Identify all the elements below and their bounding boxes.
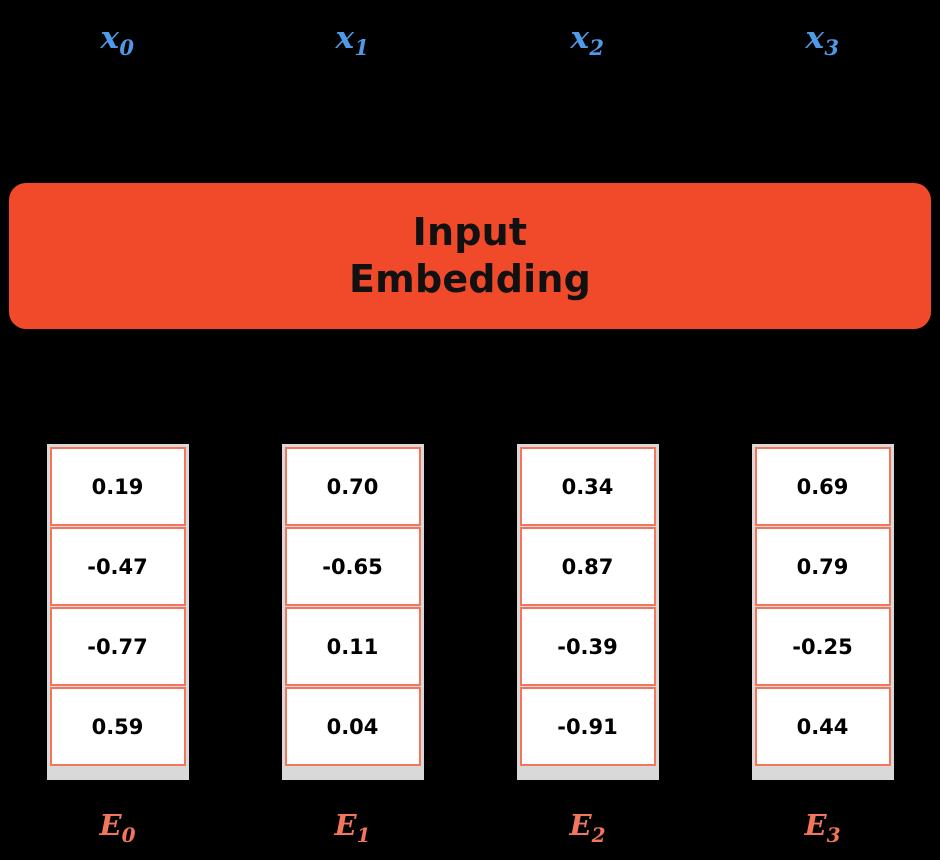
vector-cell-value: 0.44 xyxy=(755,687,891,766)
vector-cell-value: 0.87 xyxy=(520,527,656,606)
embedding-vector-e3 xyxy=(752,444,894,780)
vector-cell-value: 0.04 xyxy=(285,687,421,766)
vector-cell-value: 0.69 xyxy=(755,447,891,526)
embedding-label-sub: 3 xyxy=(826,822,841,847)
vector-cell xyxy=(0,444,235,780)
token-cell xyxy=(0,8,235,74)
token-label-x0 xyxy=(100,20,135,61)
vector-cell-value: 0.59 xyxy=(50,687,186,766)
embedding-label-e0 xyxy=(99,808,136,847)
vector-cell-value: 0.70 xyxy=(285,447,421,526)
embedding-label-cell xyxy=(705,800,940,856)
embedding-vector-e0 xyxy=(47,444,189,780)
vector-cell-value: 0.79 xyxy=(755,527,891,606)
vector-cell xyxy=(705,444,940,780)
token-label-x1 xyxy=(335,20,370,61)
vector-cell-value: -0.39 xyxy=(520,607,656,686)
embedding-label-sub: 2 xyxy=(591,822,606,847)
token-label-x2 xyxy=(570,20,605,61)
vector-cell-value: 0.11 xyxy=(285,607,421,686)
embedding-label-e2 xyxy=(569,808,606,847)
token-base: x xyxy=(570,20,590,57)
embedding-label-cell xyxy=(0,800,235,856)
embedding-label-cell xyxy=(235,800,470,856)
vector-cell-value: -0.65 xyxy=(285,527,421,606)
embedding-label-e1 xyxy=(334,808,371,847)
vector-cell-value: -0.91 xyxy=(520,687,656,766)
embedding-label-sub: 1 xyxy=(356,822,371,847)
input-embedding-line-1: Input xyxy=(412,209,528,254)
token-label-row xyxy=(0,8,940,74)
embedding-label-sub: 0 xyxy=(121,822,136,847)
embedding-label-e3 xyxy=(804,808,841,847)
embedding-label-row xyxy=(0,800,940,856)
vector-cell-value: 0.19 xyxy=(50,447,186,526)
token-cell xyxy=(235,8,470,74)
vector-cell xyxy=(235,444,470,780)
vector-cell xyxy=(470,444,705,780)
input-embedding-line-2: Embedding xyxy=(348,257,591,301)
token-sub: 0 xyxy=(119,35,135,61)
vector-cell-value: -0.47 xyxy=(50,527,186,606)
input-embedding-label xyxy=(349,209,591,304)
embedding-vectors-row xyxy=(0,444,940,780)
vector-cell-value: -0.77 xyxy=(50,607,186,686)
token-cell xyxy=(470,8,705,74)
input-embedding-block xyxy=(10,184,930,328)
token-cell xyxy=(705,8,940,74)
embedding-label-base: E xyxy=(804,808,827,843)
embedding-label-cell xyxy=(470,800,705,856)
token-sub: 2 xyxy=(589,35,605,61)
embedding-label-base: E xyxy=(569,808,592,843)
vector-cell-value: 0.34 xyxy=(520,447,656,526)
vector-cell-value: -0.25 xyxy=(755,607,891,686)
token-base: x xyxy=(335,20,355,57)
token-label-x3 xyxy=(805,20,840,61)
embedding-vector-e2 xyxy=(517,444,659,780)
token-sub: 1 xyxy=(354,35,370,61)
token-sub: 3 xyxy=(824,35,840,61)
embedding-vector-e1 xyxy=(282,444,424,780)
token-base: x xyxy=(805,20,825,57)
token-base: x xyxy=(100,20,120,57)
embedding-label-base: E xyxy=(99,808,122,843)
embedding-label-base: E xyxy=(334,808,357,843)
